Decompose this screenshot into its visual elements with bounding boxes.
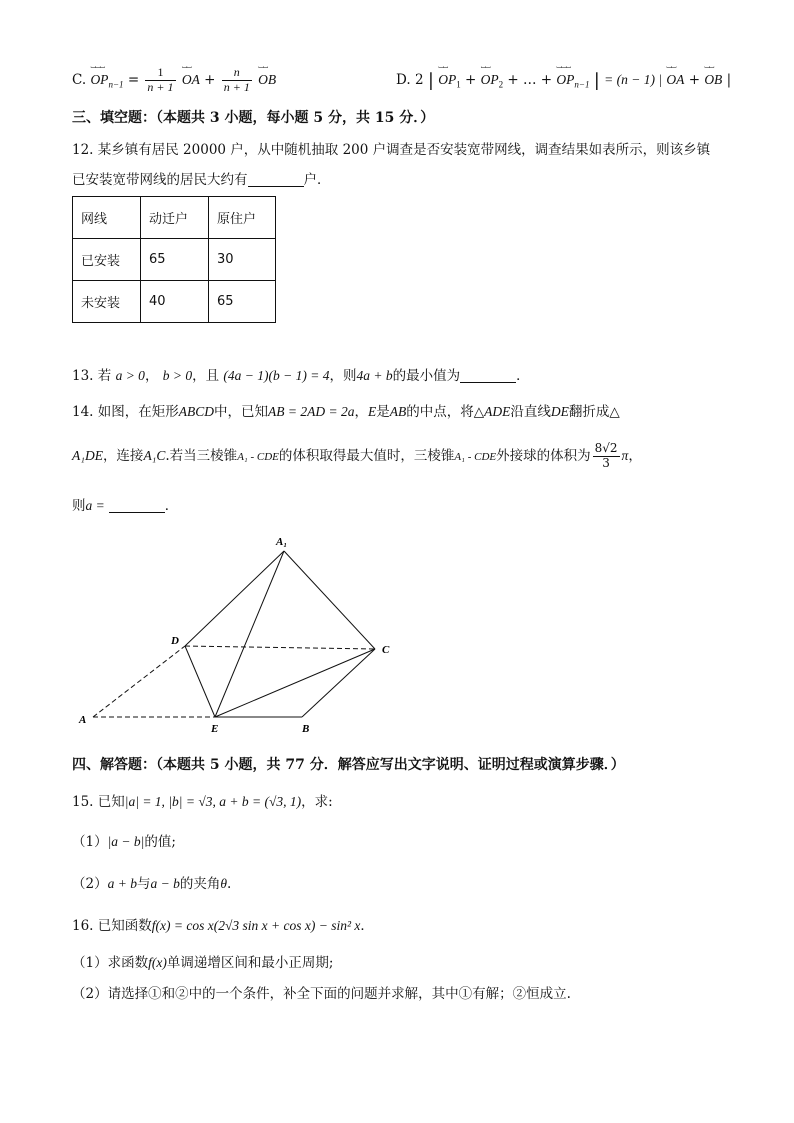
table-row [73, 281, 276, 323]
fraction-n-over-n-plus-1: $\frac{n}{n + 1}$ [223, 65, 250, 94]
q16-part-1: （1）求函数f(x)单调递增区间和最小正周期; [72, 955, 334, 971]
fraction-1-over-n-plus-1: $\frac{1}{n + 1}$ [147, 65, 174, 94]
label-a: A [79, 714, 87, 726]
edge-d-c-hidden [185, 646, 375, 649]
edge-d-e [185, 646, 215, 717]
table-cell: 65 [209, 281, 276, 323]
answer-blank [460, 368, 516, 383]
q16-part-2: （2）请选择①和②中的一个条件，补全下面的问题并求解，其中①有解；②恒成立. [72, 986, 571, 1002]
label-d: D [171, 635, 179, 647]
vector-oa: ⌴⌴ OA [181, 61, 200, 87]
table-cell: 30 [209, 239, 276, 281]
option-d: D. 2 | ⌴⌴ $OP_1$ + ⌴⌴ $OP_2$ + … + ⌴⌴⌴ $OP_{n-1}$ | = (n − 1) | ⌴⌴ OA + ⌴⌴ OB | [396, 62, 732, 91]
edge-b-c [302, 649, 375, 717]
volume-fraction: $\frac{8√2}{3}$ [594, 441, 618, 470]
q15-part-2: （2）a + b与a − b的夹角θ. [72, 876, 232, 892]
vector-ob: ⌴⌴ OB [258, 61, 277, 87]
label-c: C [382, 644, 390, 656]
edge-a1-d [185, 551, 284, 646]
table-cell: 65 [141, 239, 209, 281]
q13: 13. 若 a > 0， b > 0，且 (4a − 1)(b − 1) = 4，则4a + b的最小值为 ． [72, 368, 530, 384]
answer-blank [109, 498, 165, 513]
q14-figure [70, 530, 410, 740]
label-b: B [302, 723, 310, 735]
table-header-cell: 动迁户 [141, 197, 209, 239]
edge-a-d-dashed [93, 646, 185, 717]
vector-op-n-1: ⌴⌴⌴ $OP_{n-1}$ [90, 61, 124, 90]
answer-blank [248, 172, 304, 187]
section-4-title: 四、解答题：（本题共 5 小题，共 77 分．解答应写出文字说明、证明过程或演算步骤．） [72, 757, 625, 773]
q15-stem: 15. 已知|a| = 1, |b| = √3, a + b = (√3, 1)，求: [72, 794, 333, 810]
table-row [73, 239, 276, 281]
table-header-cell: 原住户 [209, 197, 276, 239]
q12-table [72, 196, 276, 323]
q14-line-3: 则a = ． [72, 498, 179, 514]
q15-part-1: （1）|a − b|的值; [72, 834, 176, 850]
q14-line-1: 14. 如图，在矩形ABCD中，已知AB = 2AD = 2a，E是AB的中点，将△ADE沿直线DE翻折成△ [72, 404, 620, 420]
table-cell: 未安装 [73, 281, 141, 323]
edge-a1-c [284, 551, 375, 649]
table-cell: 已安装 [73, 239, 141, 281]
table-cell: 40 [141, 281, 209, 323]
label-a1: A₁ [276, 536, 288, 548]
q12-line-2: 已安装宽带网线的居民大约有 户． [72, 172, 331, 188]
q12-line-1: 12. 某乡镇有居民 20000 户，从中随机抽取 200 户调查是否安装宽带网线，调查结果如表所示，则该乡镇 [72, 142, 711, 158]
label-e: E [211, 723, 219, 735]
section-3-title: 三、填空题：（本题共 3 小题，每小题 5 分，共 15 分．） [72, 110, 435, 126]
option-c: C. ⌴⌴⌴ $OP_{n-1}$ = $\frac{1}{n + 1}$ ⌴⌴ OA + $\frac{n}{n + 1}$ ⌴⌴ OB [72, 61, 277, 94]
q16-stem: 16. 已知函数f(x) = cos x(2√3 sin x + cos x) − sin² x． [72, 918, 374, 934]
table-header-row [73, 197, 276, 239]
q14-line-2: A₁DE，连接A₁C.若当三棱锥A₁ - CDE的体积取得最大值时，三棱锥A₁ - CDE外接球的体积为 $\frac{8√2}{3}$ π， [72, 441, 642, 470]
table-header-cell: 网线 [73, 197, 141, 239]
